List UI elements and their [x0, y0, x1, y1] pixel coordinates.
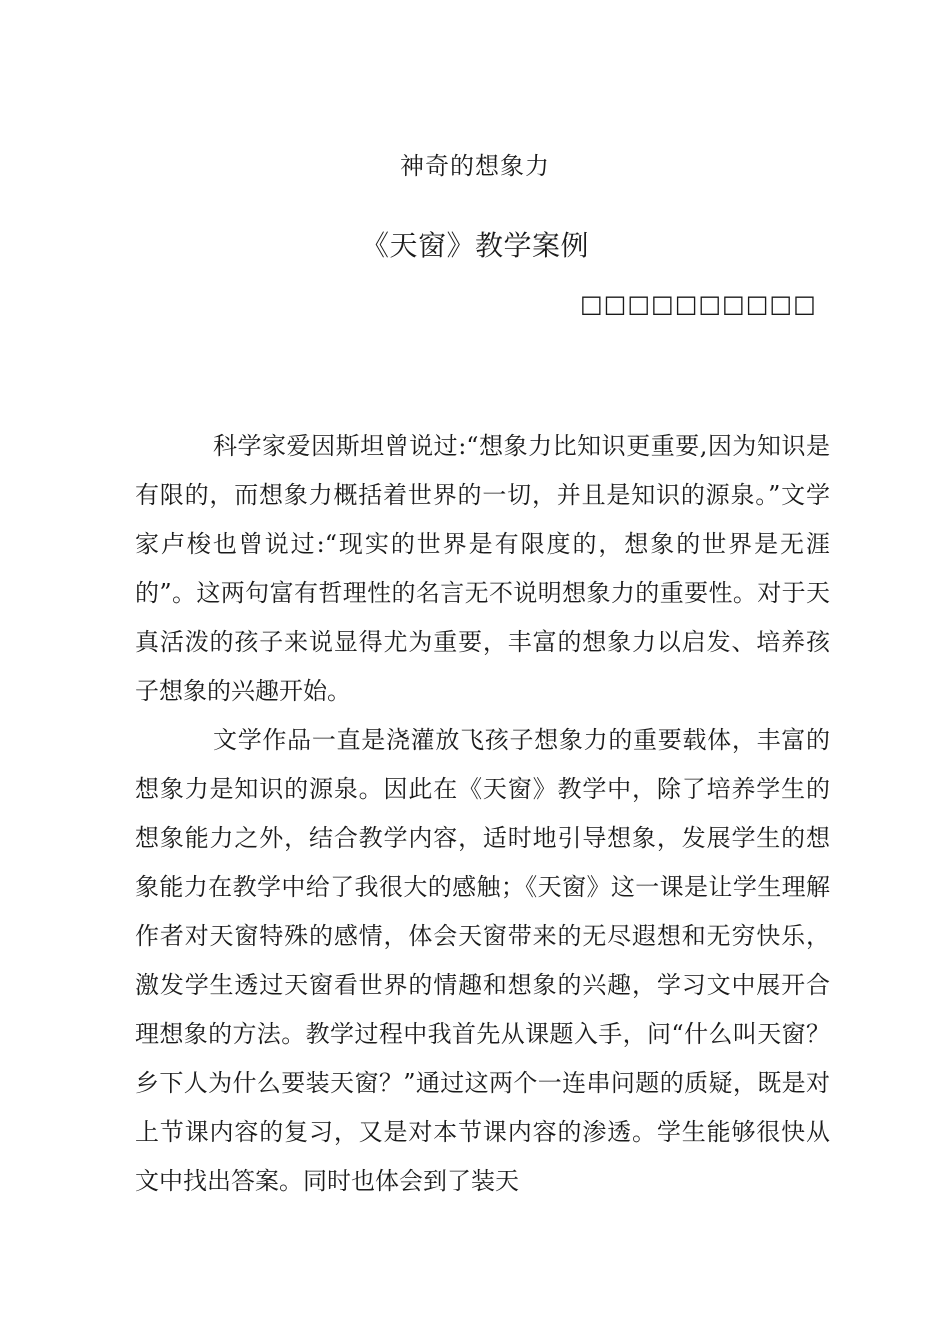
document-body [135, 422, 830, 1206]
body-paragraph-1: 科学家爱因斯坦曾说过:“想象力比知识更重要,因为知识是有限的，而想象力概括着世界的一切，并且是知识的源泉。”文学家卢梭也曾说过:“现实的世界是有限度的，想象的世界是无涯的”。这两句富有哲理性的名言无不说明想象力的重要性。对于天真活泼的孩子来说显得尤为重要，丰富的想象力以启发、培养孩子想象的兴趣开始。 [135, 432, 830, 705]
body-paragraph-2: 文学作品一直是浇灌放飞孩子想象力的重要载体，丰富的想象力是知识的源泉。因此在《天窗》教学中，除了培养学生的想象能力之外，结合教学内容，适时地引导想象，发展学生的想象能力在教学中给了我很大的感触；《天窗》这一课是让学生理解作者对天窗特殊的感情，体会天窗带来的无尽遐想和无穷快乐，激发学生透过天窗看世界的情趣和想象的兴趣，学习文中展开合理想象的方法。教学过程中我首先从课题入手，问“什么叫天窗？乡下人为什么要装天窗？”通过这两个一连串问题的质疑，既是对上节课内容的复习，又是对本节课内容的渗透。学生能够很快从文中找出答案。同时也体会到了装天 [135, 726, 830, 1195]
document-author: □□□□□□□□□□ [580, 290, 817, 318]
document-title: 《天窗》教学案例 [360, 229, 589, 262]
document-supertitle: 神奇的想象力 [400, 152, 550, 180]
